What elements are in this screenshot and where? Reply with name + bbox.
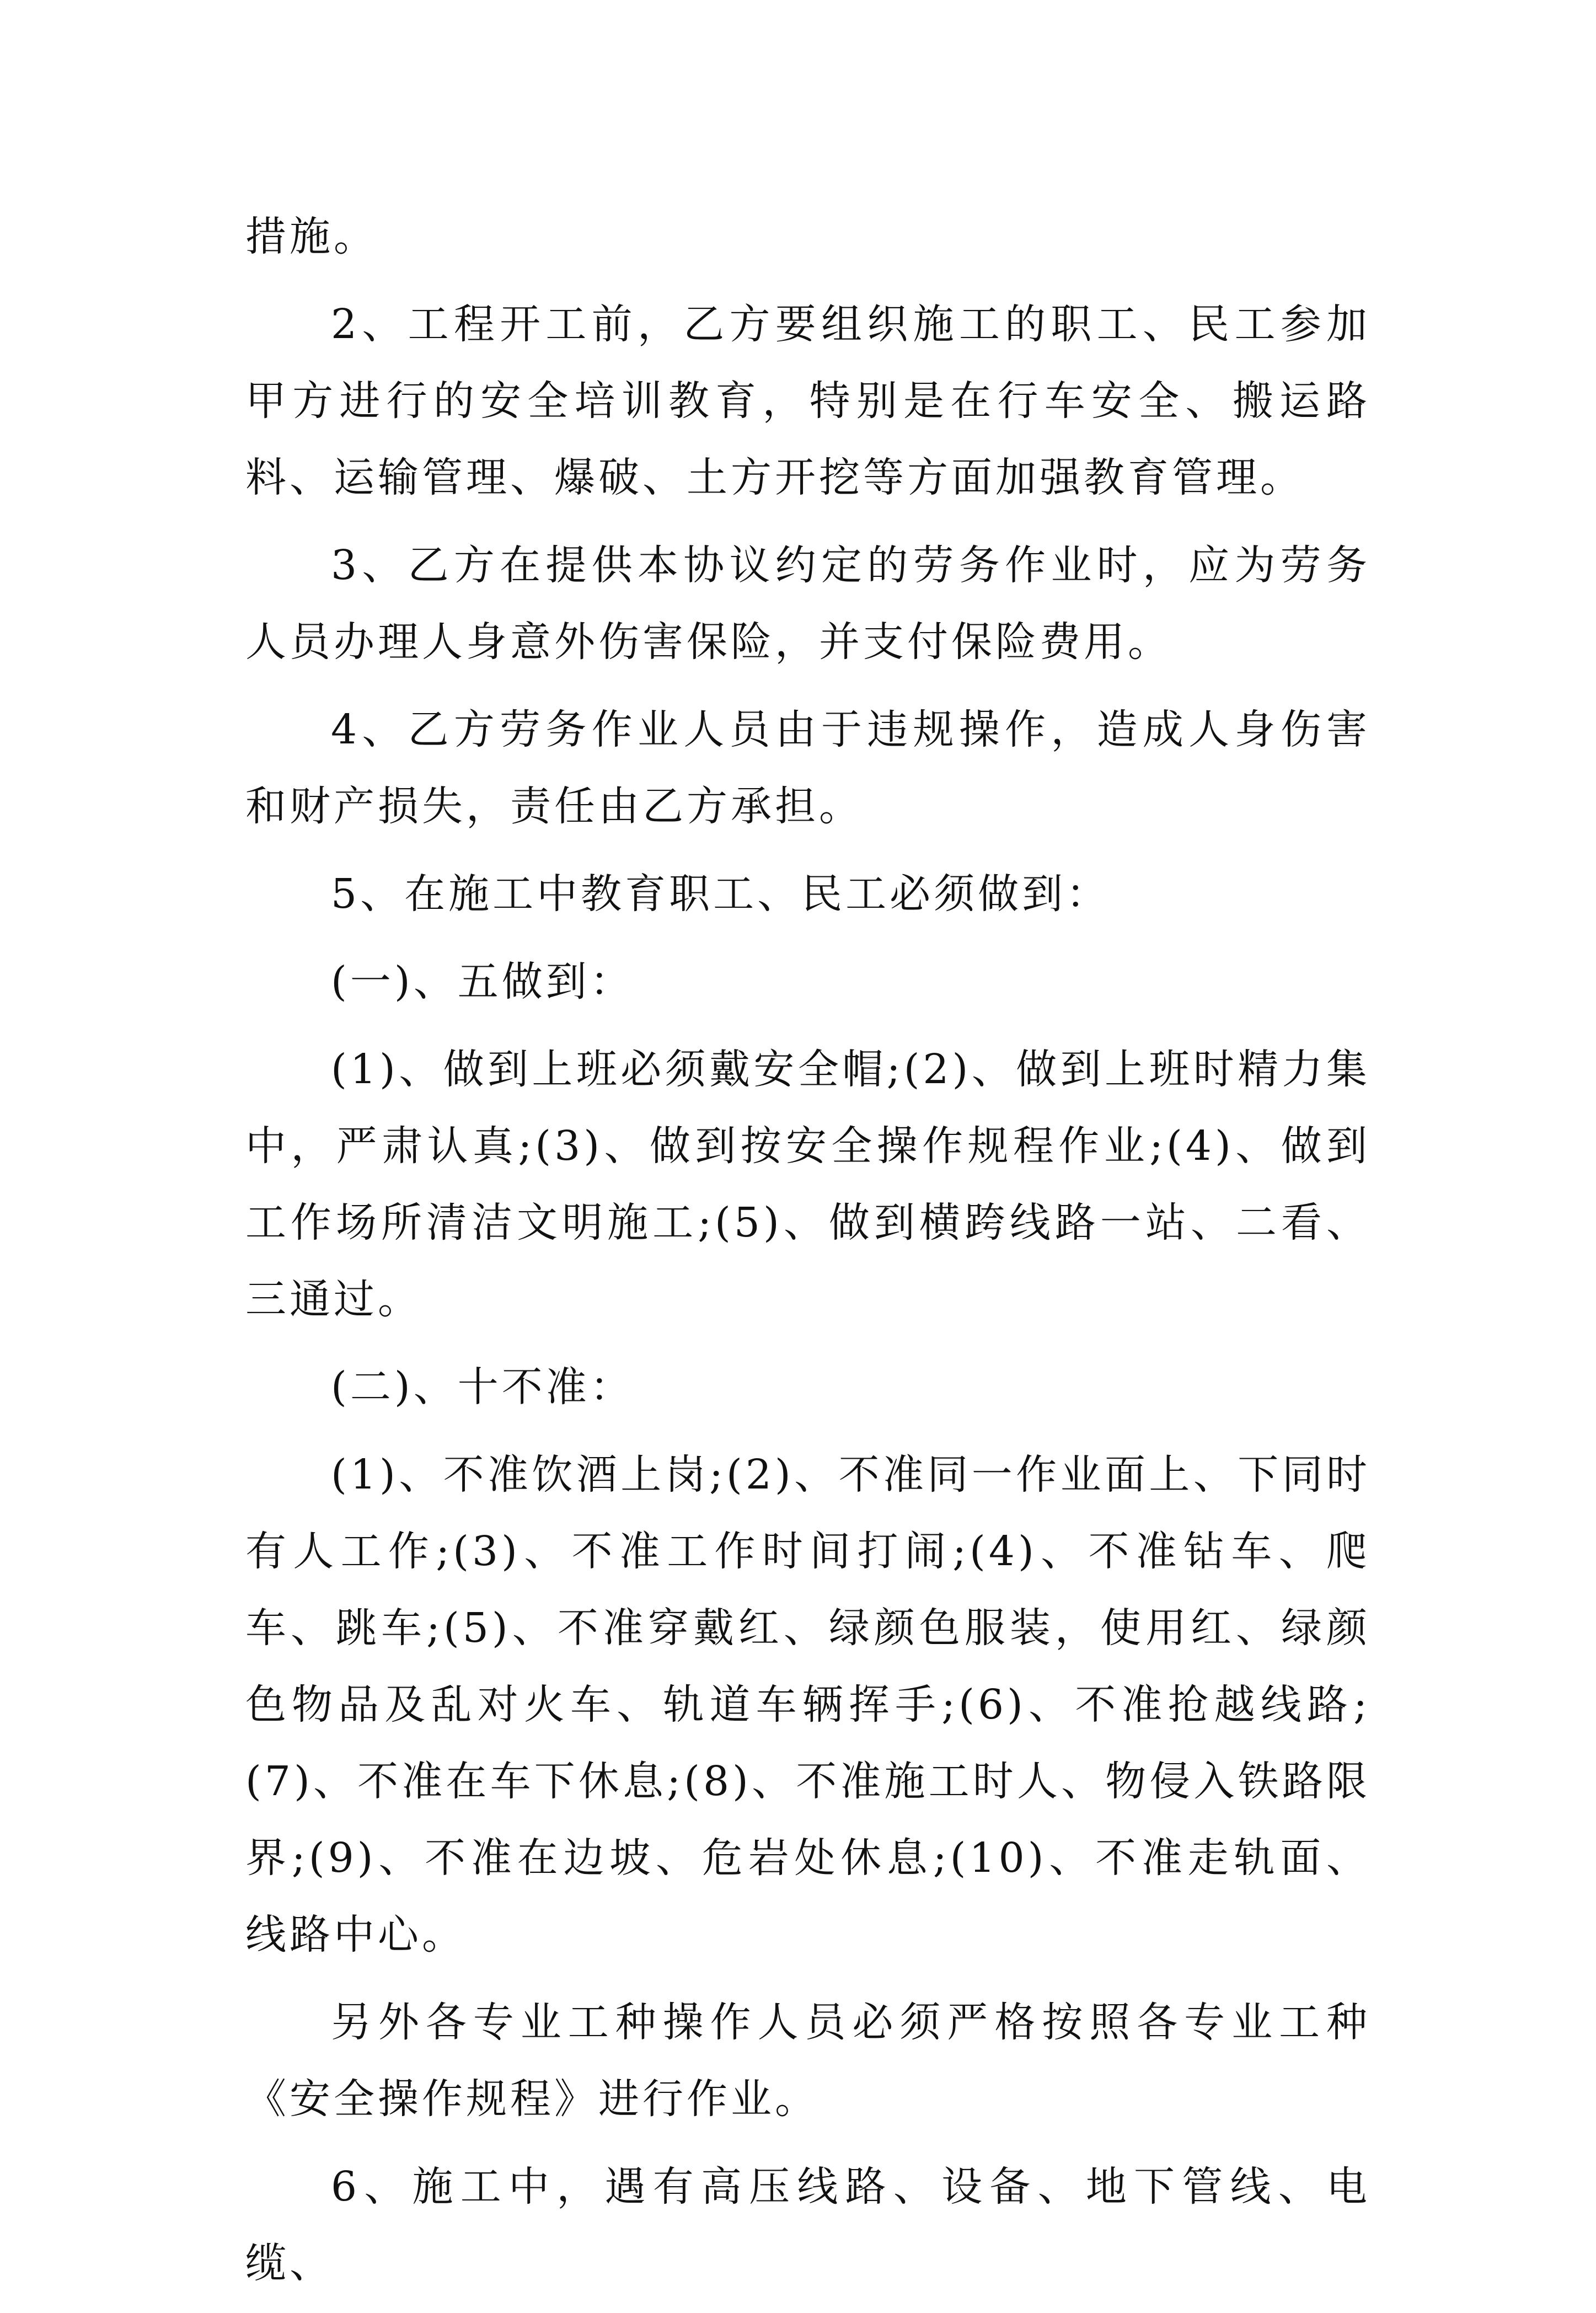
paragraph-continuation: 措施。: [245, 213, 378, 260]
paragraph-item-5: 5、在施工中教育职工、民工必须做到：: [331, 870, 1111, 918]
paragraph-ten-donts-list: (1)、不准饮酒上岗;(2)、不准同一作业面上、下同时有人工作;(3)、不准工作时间打闹;(4)、不准钻车、爬车、跳车;(5)、不准穿戴红、绿颜色服装，使用红、绿颜色物品及乱对火车、轨道车辆挥手;(6)、不准抢越线路;(7)、不准在车下休息;(8)、不准施工时人、物侵入铁路限界;(9)、不准在边坡、危岩处休息;(10)、不准走轨面、线路中心。: [245, 1451, 1370, 1958]
subheading-ten-donts: (二)、十不准：: [331, 1363, 634, 1411]
document-body: [245, 199, 1370, 2313]
paragraph-item-4: 4、乙方劳务作业人员由于违规操作，造成人身伤害和财产损失，责任由乙方承担。: [245, 706, 1370, 830]
subheading-five-dos: (一)、五做到：: [331, 958, 634, 1005]
paragraph-item-3: 3、乙方在提供本协议约定的劳务作业时，应为劳务人员办理人身意外伤害保险，并支付保险费用。: [245, 542, 1370, 666]
paragraph-item-2: 2、工程开工前，乙方要组织施工的职工、民工参加甲方进行的安全培训教育，特别是在行车安全、搬运路料、运输管理、爆破、土方开挖等方面加强教育管理。: [245, 301, 1370, 501]
paragraph-item-6: 6、施工中，遇有高压线路、设备、地下管线、电缆、: [245, 2163, 1370, 2287]
paragraph-five-dos-list: (1)、做到上班必须戴安全帽;(2)、做到上班时精力集中，严肃认真;(3)、做到按安全操作规程作业;(4)、做到工作场所清洁文明施工;(5)、做到横跨线路一站、二看、三通过。: [245, 1046, 1370, 1323]
paragraph-safety-rules: 另外各专业工种操作人员必须严格按照各专业工种《安全操作规程》进行作业。: [245, 1999, 1370, 2123]
